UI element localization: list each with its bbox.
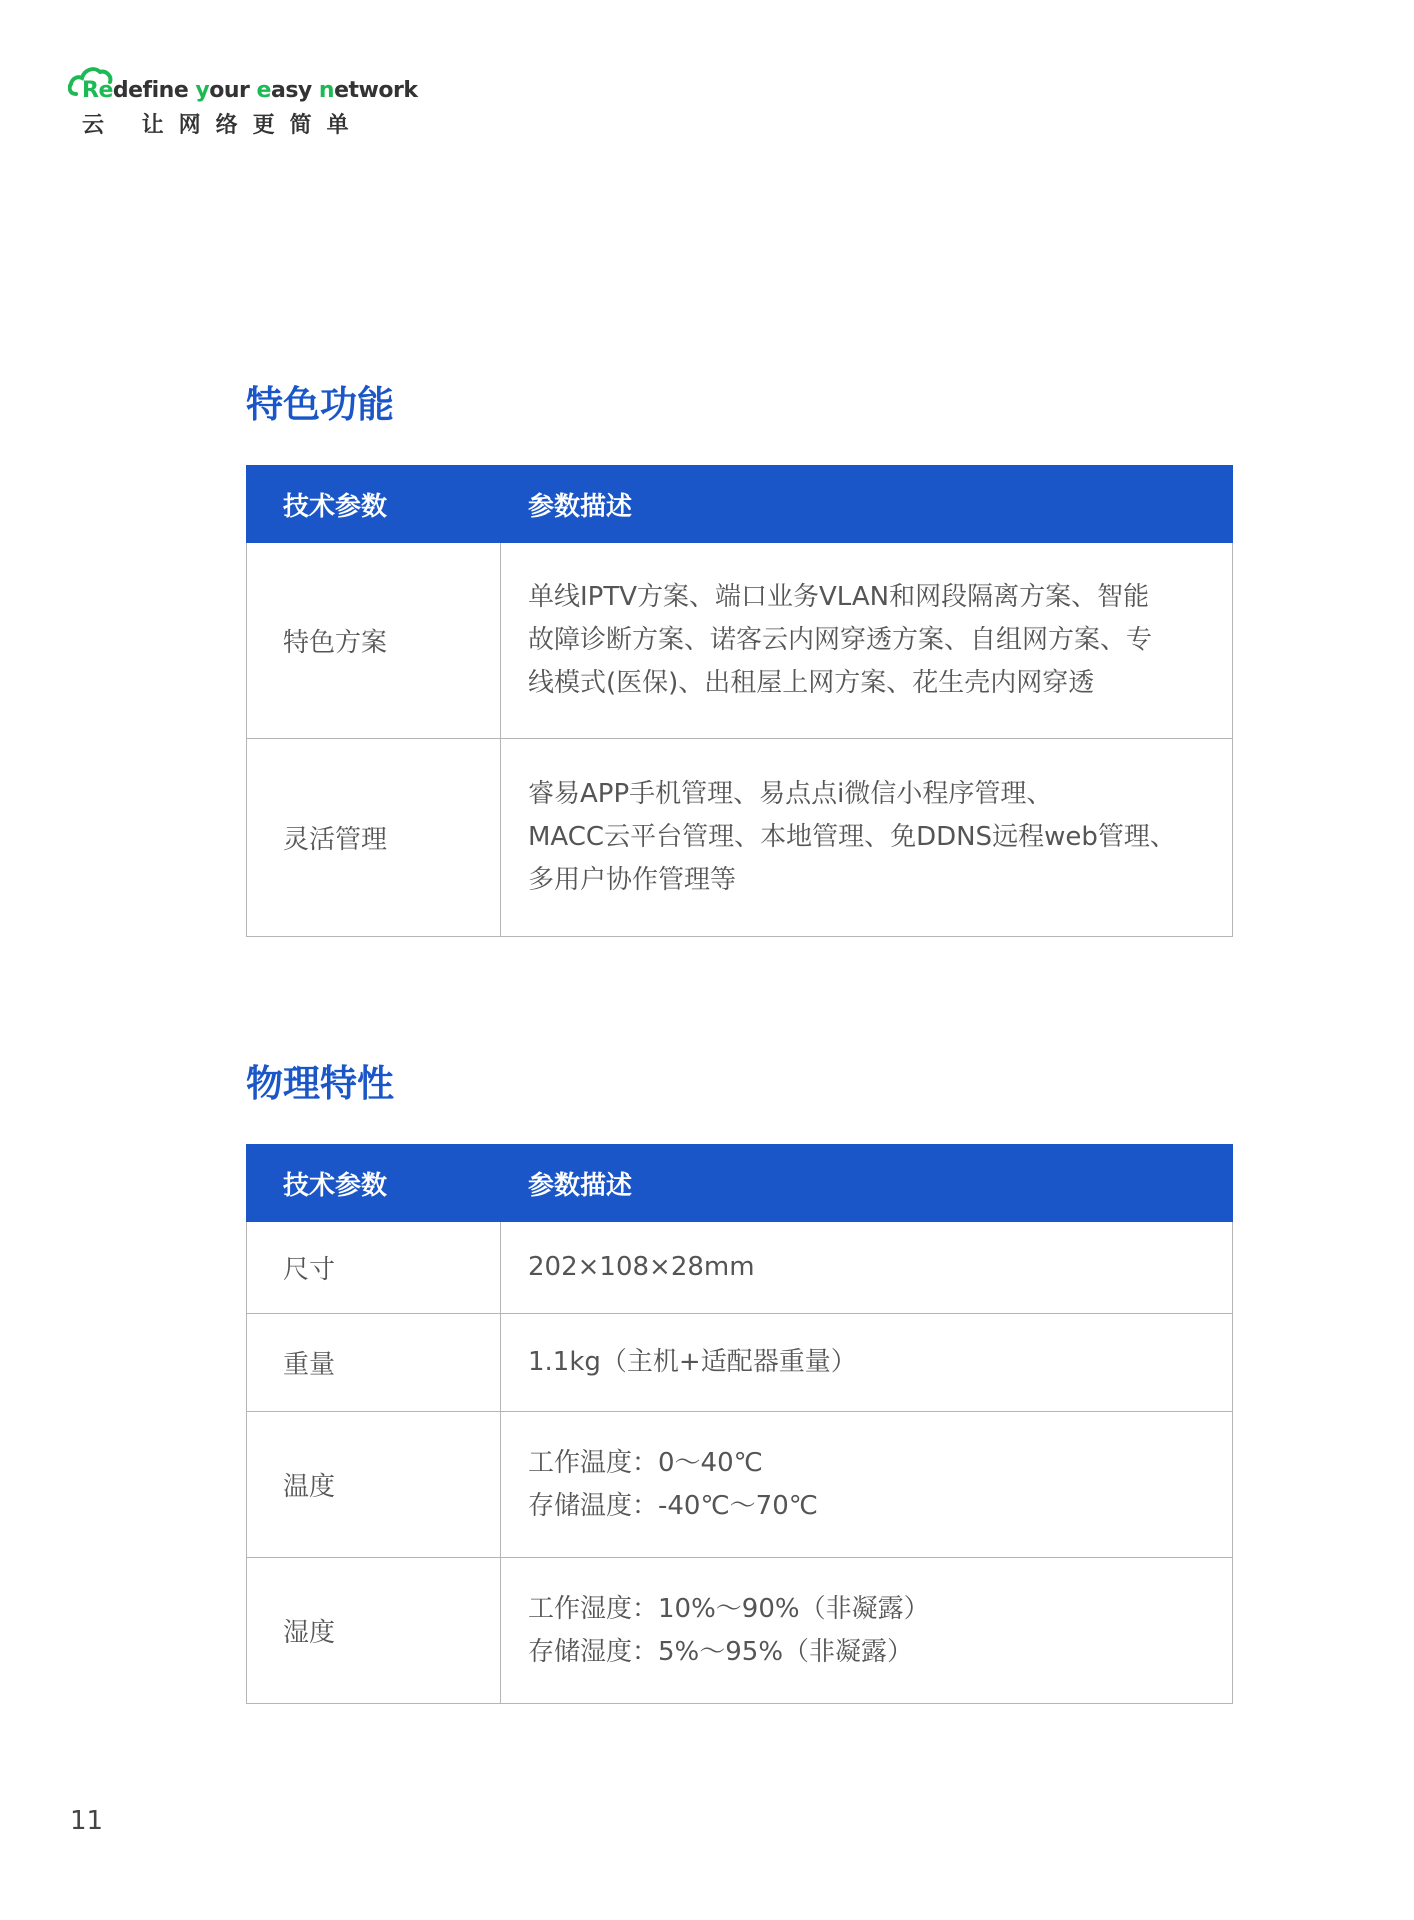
table-row xyxy=(247,543,1233,739)
slogan-english: Redefine your easy network xyxy=(82,78,418,103)
table-row xyxy=(247,1558,1233,1704)
physical-table xyxy=(246,1144,1233,1704)
features-table xyxy=(246,465,1233,937)
row-desc: 单线IPTV方案、端口业务VLAN和网段隔离方案、智能 故障诊断方案、诺客云内网穿透方案、自组网方案、专 线模式(医保)、出租屋上网方案、花生壳内网穿透 xyxy=(501,543,1233,739)
section-title-physical: 物理特性 xyxy=(246,1062,394,1105)
header-desc: 参数描述 xyxy=(501,1145,1233,1222)
table-header-row xyxy=(247,466,1233,543)
row-desc: 202×108×28mm xyxy=(501,1222,1233,1314)
table-row xyxy=(247,1222,1233,1314)
row-param: 温度 xyxy=(247,1412,501,1558)
row-desc: 1.1kg（主机+适配器重量） xyxy=(501,1314,1233,1412)
row-desc: 工作温度：0～40℃ 存储温度：-40℃～70℃ xyxy=(501,1412,1233,1558)
slogan-chinese: 云 让网络更简单 xyxy=(82,113,364,138)
table-row xyxy=(247,1412,1233,1558)
page-number: 11 xyxy=(70,1806,104,1836)
header-param: 技术参数 xyxy=(247,466,501,543)
table-header-row xyxy=(247,1145,1233,1222)
header-desc: 参数描述 xyxy=(501,466,1233,543)
header-param: 技术参数 xyxy=(247,1145,501,1222)
table-row xyxy=(247,739,1233,937)
row-desc: 工作湿度：10%～90%（非凝露） 存储湿度：5%～95%（非凝露） xyxy=(501,1558,1233,1704)
table-row xyxy=(247,1314,1233,1412)
row-param: 灵活管理 xyxy=(247,739,501,937)
section-title-features: 特色功能 xyxy=(246,383,394,426)
row-param: 特色方案 xyxy=(247,543,501,739)
row-param: 尺寸 xyxy=(247,1222,501,1314)
row-param: 重量 xyxy=(247,1314,501,1412)
row-param: 湿度 xyxy=(247,1558,501,1704)
row-desc: 睿易APP手机管理、易点点i微信小程序管理、 MACC云平台管理、本地管理、免DDNS远程web管理、 多用户协作管理等 xyxy=(501,739,1233,937)
